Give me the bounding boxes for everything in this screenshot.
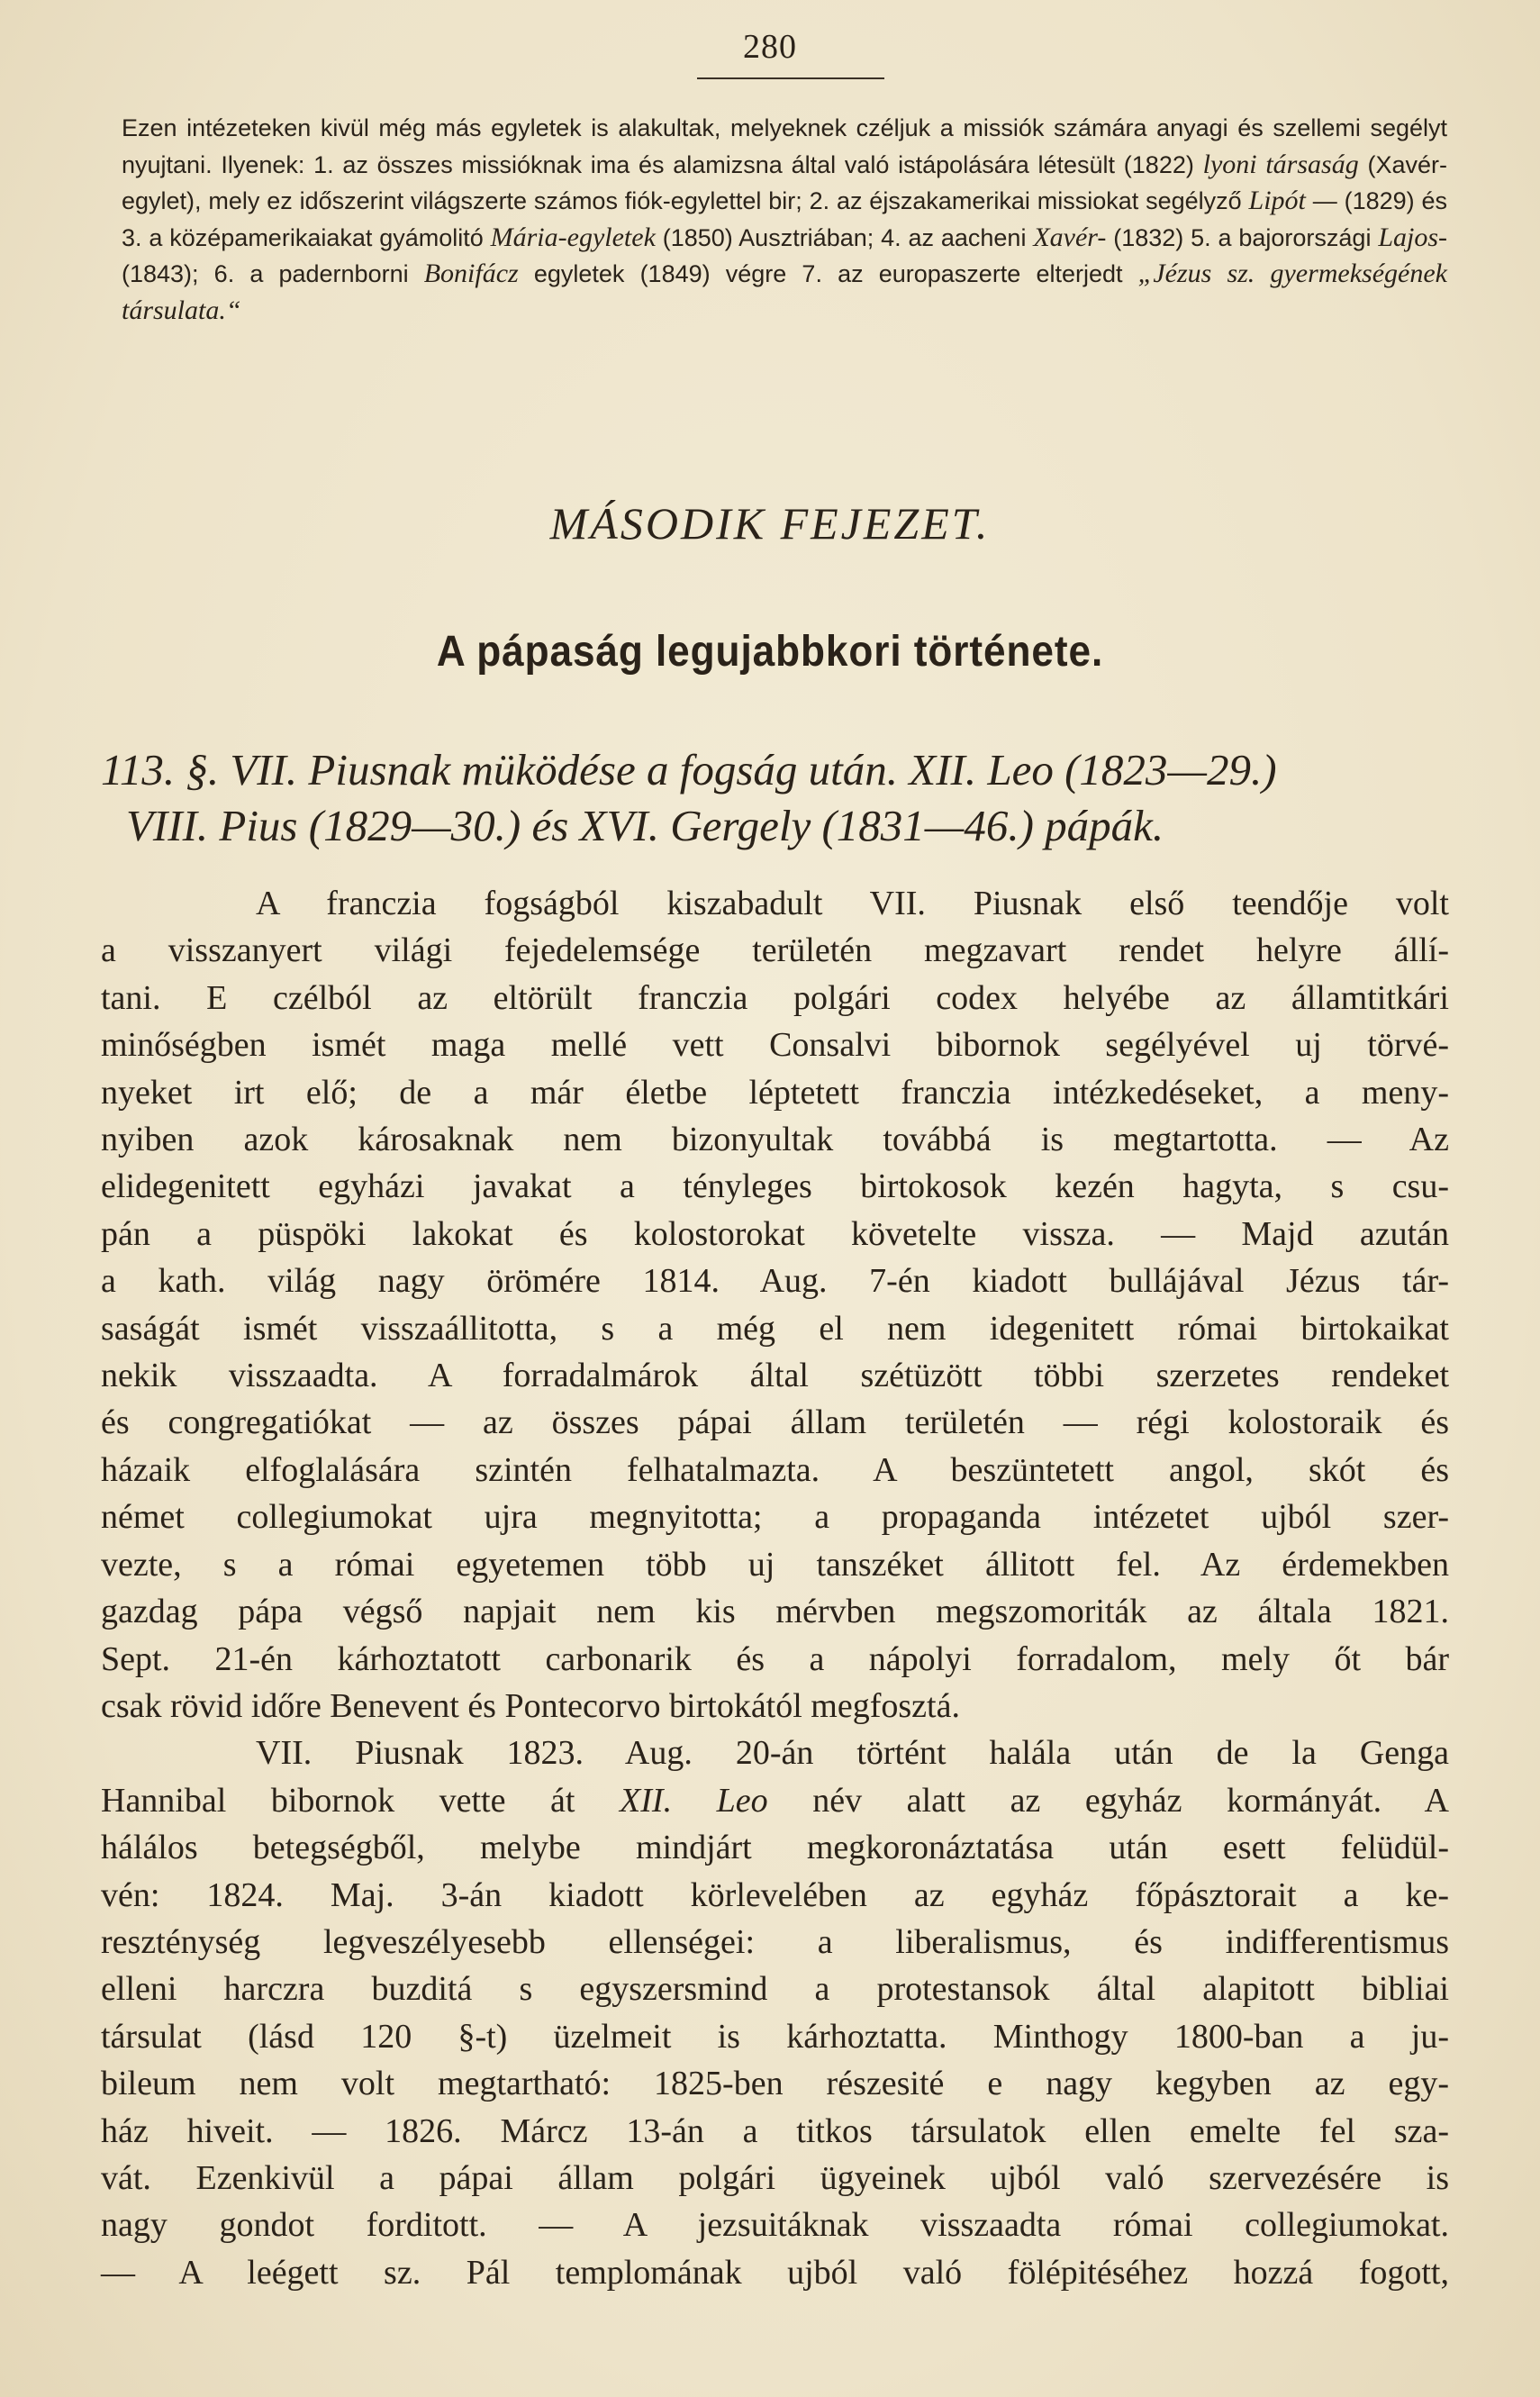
section-heading-line: 113. §. VII. Piusnak müködése a fogság után. XII. Leo (1823—29.) (101, 745, 1277, 794)
footnote-emphasis: lyoni társaság (1202, 149, 1359, 179)
footnote-text: (1850) Ausztriában; 4. az aacheni (655, 223, 1034, 251)
header-rule (697, 77, 884, 79)
text-line: a visszanyert világi fejedelemsége területén megzavart rendet helyre állí- (101, 931, 1449, 970)
text-line: bileum nem volt megtartható: 1825-ben részesité e nagy kegyben az egy- (101, 2065, 1449, 2103)
text-line: gazdag pápa végső napjait nem kis mérvben megszomoriták az általa 1821. (101, 1593, 1449, 1631)
footnote-emphasis: Bonifácz (423, 259, 519, 288)
text-line: elidegenitett egyházi javakat a tényleges birtokosok kezén hagyta, s csu- (101, 1167, 1449, 1206)
section-heading (101, 742, 1452, 854)
text-line: nekik visszaadta. A forradalmárok által szétüzött többi szerzetes rendeket (101, 1357, 1449, 1395)
text-line: elleni harczra buzditá s egyszersmind a protestansok által alapitott bibliai (101, 1970, 1449, 2009)
text-line: és congregatiókat — az összes pápai állam területén — régi kolostoraik és (101, 1403, 1449, 1442)
footnote-emphasis: Mária-egyletek (490, 222, 656, 252)
footnote-text: — (1829) és 3. a középamerikaiakat gyámolitó (122, 187, 1447, 251)
text-line: csak rövid időre Benevent és Pontecorvo birtokától megfosztá. (101, 1686, 960, 1725)
text-line: vén: 1824. Maj. 3-án kiadott körlevelében az egyház főpásztorait a ke- (101, 1875, 1449, 1914)
text-line: vezte, s a római egyetemen több uj tanszéket állitott fel. Az érdemekben (101, 1545, 1449, 1584)
text-line: VII. Piusnak 1823. Aug. 20-án történt halála után de la Genga (256, 1734, 1449, 1773)
footnote-text: Ezen intézeteken kivül még más egyletek is alakultak, melyeknek czéljuk a missiók számára anyagi és szellemi segélyt nyujtani. Ilyenek: 1. az összes missióknak ima és alamizsna által való istápolására létesült (1822) (122, 114, 1447, 178)
footnote-emphasis: Lajos- (1378, 222, 1447, 252)
page-number: 280 (743, 28, 797, 66)
footnote-text: (1832) 5. a bajorországi (1106, 223, 1379, 251)
text-line: társulat (lásd 120 §-t) üzelmeit is kárhoztatta. Minthogy 1800-ban a ju- (101, 2017, 1449, 2056)
footnote-text: (Xavér-egylet), mely ez időszerint világszerte számos fiók-egylettel bir; 2. az éjszakamerikai missiokat segélyző (122, 150, 1447, 214)
text-line: — A leégett sz. Pál templomának ujból való fölépitéséhez hozzá fogott, (101, 2253, 1449, 2292)
footnote-emphasis: „Jézus sz. gyermekségének társulata.“ (122, 259, 1447, 325)
section-heading-line: VIII. Pius (1829—30.) és XVI. Gergely (1831—46.) pápák. (126, 801, 1164, 850)
paragraph-1 (101, 880, 1449, 1730)
text-line: ház hiveit. — 1826. Márcz 13-án a titkos társulatok ellen emelte fel sza- (101, 2111, 1449, 2150)
text-line: Sept. 21-én kárhoztatott carbonarik és a nápolyi forradalom, mely őt bár (101, 1639, 1449, 1678)
text-line: nyeket irt elő; de a már életbe léptetett franczia intézkedéseket, a meny- (101, 1073, 1449, 1112)
paragraph-2 (101, 1730, 1449, 2296)
text-line: pán a püspöki lakokat és kolostorokat követelte vissza. — Majd azután (101, 1214, 1449, 1253)
chapter-label: MÁSODIK FEJEZET. (549, 498, 991, 549)
footnote-text: egyletek (1849) végre 7. az europaszerte elterjedt (518, 260, 1138, 287)
footnote-emphasis: Xavér- (1033, 222, 1107, 252)
text-line: reszténység legveszélyesebb ellenségei: a liberalismus, és indifferentismus (101, 1922, 1449, 1961)
text-line: minőségben ismét maga mellé vett Consalvi bibornok segélyével uj törvé- (101, 1026, 1449, 1065)
text-run: Hannibal bibornok vette át (101, 1781, 621, 1820)
text-line: hálálos betegségből, melybe mindjárt megkoronáztatása után esett felüdül- (101, 1829, 1449, 1867)
pope-name-emphasis: XII. Leo (620, 1781, 768, 1820)
text-line: saságát ismét visszaállitotta, s a még el nem idegenitett római birtokaikat (101, 1309, 1449, 1348)
text-line: a kath. világ nagy örömére 1814. Aug. 7-én kiadott bullájával Jézus tár- (101, 1262, 1449, 1301)
text-line: A franczia fogságból kiszabadult VII. Piusnak első teendője volt (256, 885, 1449, 922)
text-line: nagy gondot forditott. — A jezsuitáknak visszaadta római collegiumokat. (101, 2206, 1449, 2245)
text-run: név alatt az egyház kormányát. A (767, 1781, 1449, 1820)
footnote-text: (1843); 6. a padernborni (122, 260, 424, 287)
text-line: házaik elfoglalására szintén felhatalmazta. A beszüntetett angol, skót és (101, 1450, 1449, 1489)
chapter-title: A pápaság legujabbkori története. (436, 628, 1104, 676)
text-line: nyiben azok károsaknak nem bizonyultak továbbá is megtartotta. — Az (101, 1121, 1449, 1159)
footnote (122, 110, 1447, 329)
text-line (101, 1777, 1449, 1824)
text-line: vát. Ezenkivül a pápai állam polgári ügyeinek ujból való szervezésére is (101, 2158, 1449, 2197)
text-line: német collegiumokat ujra megnyitotta; a propaganda intézetet ujból szer- (101, 1498, 1449, 1537)
body-text (101, 880, 1449, 2296)
text-line: tani. E czélból az eltörült franczia polgári codex helyébe az államtitkári (101, 978, 1449, 1017)
footnote-emphasis: Lipót (1248, 186, 1306, 215)
